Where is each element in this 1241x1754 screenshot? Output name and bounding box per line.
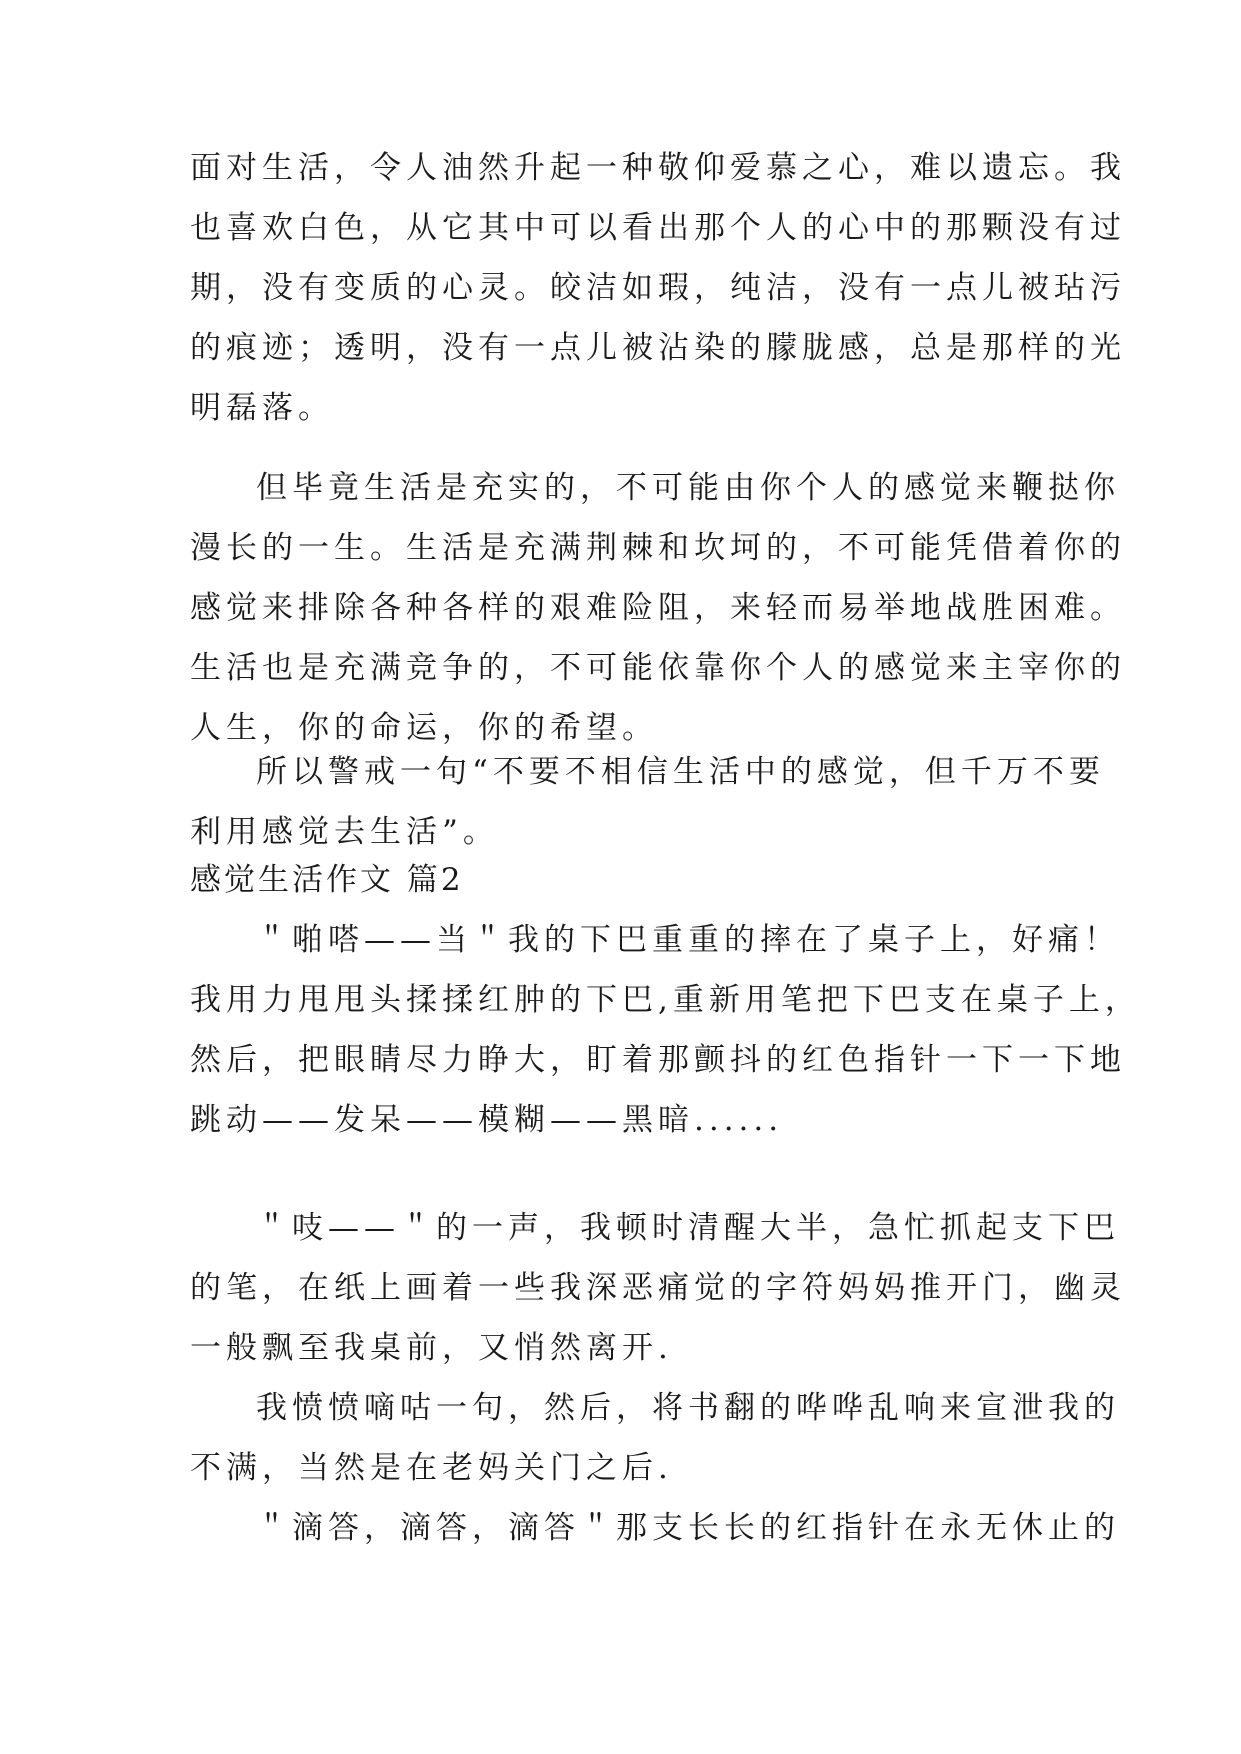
paragraph-line: 明磊落。 bbox=[190, 390, 334, 426]
paragraph-line: 感觉来排除各种各样的艰难险阻，来轻而易举地战胜困难。 bbox=[190, 590, 1126, 626]
paragraph-line: ＂吱——＂的一声，我顿时清醒大半，急忙抓起支下巴 bbox=[256, 1210, 1120, 1246]
paragraph-line: 我用力甩甩头揉揉红肿的下巴,重新用笔把下巴支在桌子上， bbox=[190, 982, 1141, 1018]
paragraph-line: 然后，把眼睛尽力睁大，盯着那颤抖的红色指针一下一下地 bbox=[190, 1042, 1126, 1078]
paragraph-line: 面对生活，令人油然升起一种敬仰爱慕之心，难以遗忘。我 bbox=[190, 150, 1126, 186]
paragraph-3 bbox=[190, 742, 1105, 862]
paragraph-line: 期，没有变质的心灵。皎洁如瑕，纯洁，没有一点儿被玷污 bbox=[190, 270, 1126, 306]
paragraph-line: 的笔，在纸上画着一些我深恶痛觉的字符妈妈推开门，幽灵 bbox=[190, 1270, 1126, 1306]
paragraph-line: 人生，你的命运，你的希望。 bbox=[190, 710, 658, 746]
paragraph-line: 漫长的一生。生活是充满荆棘和坎坷的，不可能凭借着你的 bbox=[190, 530, 1126, 566]
paragraph-6 bbox=[190, 1378, 1120, 1498]
paragraph-1 bbox=[190, 138, 1126, 438]
paragraph-5 bbox=[190, 1198, 1126, 1378]
paragraph-line: 的痕迹；透明，没有一点儿被沾染的朦胧感，总是那样的光 bbox=[190, 330, 1126, 366]
paragraph-line: 利用感觉去生活”。 bbox=[190, 814, 499, 850]
paragraph-line: 我愤愤嘀咕一句，然后，将书翻的哗哗乱响来宣泄我的 bbox=[256, 1390, 1120, 1426]
paragraph-4 bbox=[190, 910, 1141, 1150]
paragraph-line: ＂啪嗒——当＂我的下巴重重的摔在了桌子上，好痛！ bbox=[256, 922, 1120, 958]
paragraph-line: 也喜欢白色，从它其中可以看出那个人的心中的那颗没有过 bbox=[190, 210, 1126, 246]
paragraph-line: 不满，当然是在老妈关门之后. bbox=[190, 1450, 673, 1486]
paragraph-line: 但毕竟生活是充实的，不可能由你个人的感觉来鞭挞你 bbox=[256, 470, 1120, 506]
paragraph-line: 一般飘至我桌前，又悄然离开. bbox=[190, 1330, 673, 1366]
paragraph-line: 跳动——发呆——模糊——黑暗...... bbox=[190, 1102, 784, 1138]
paragraph-7 bbox=[190, 1498, 1120, 1558]
paragraph-2 bbox=[190, 458, 1126, 758]
paragraph-line: 生活也是充满竞争的，不可能依靠你个人的感觉来主宰你的 bbox=[190, 650, 1126, 686]
section-heading: 感觉生活作文 篇2 bbox=[190, 862, 464, 898]
paragraph-line: 所以警戒一句“不要不相信生活中的感觉，但千万不要 bbox=[256, 754, 1105, 790]
paragraph-line: ＂滴答，滴答，滴答＂那支长长的红指针在永无休止的 bbox=[256, 1510, 1120, 1546]
